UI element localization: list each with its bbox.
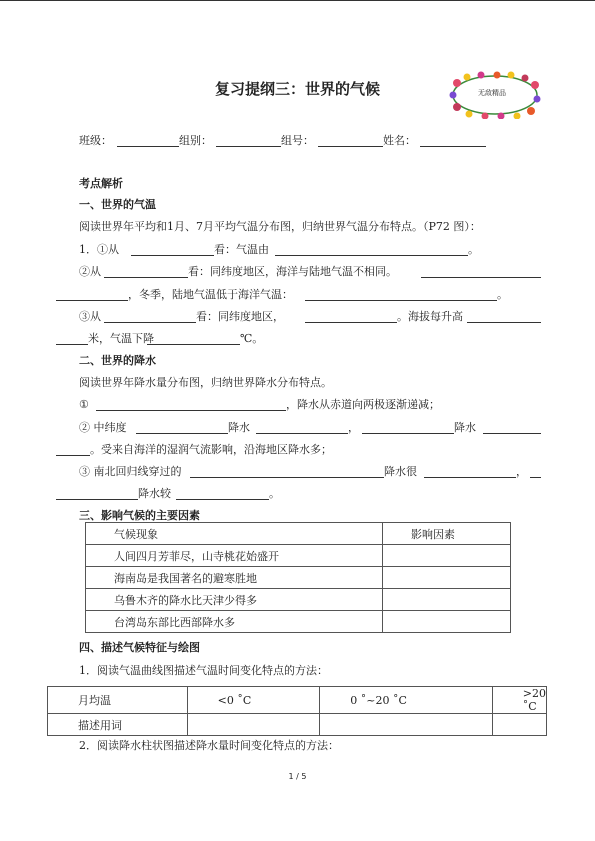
s1-blank8[interactable] (305, 322, 397, 323)
table-header-cell: <0 ˚C (187, 687, 320, 714)
s1-line1-b: 看：气温由 (214, 243, 269, 256)
climate-factor-table (85, 522, 511, 633)
name-field[interactable] (420, 146, 486, 147)
answer-cell[interactable] (383, 545, 511, 567)
s2-blank9[interactable] (530, 477, 541, 478)
s2-blank3[interactable] (256, 433, 348, 434)
student-info-row (0, 134, 595, 148)
s1-blank9[interactable] (467, 322, 541, 323)
s2-line5-b: 。 (269, 487, 280, 500)
s2-blank5[interactable] (483, 433, 541, 434)
s2-line2-b: 降水 (228, 421, 250, 434)
table-cell: 人间四月芳菲尽，山寺桃花始盛开 (86, 545, 383, 567)
s2-line1-a: ① (79, 398, 89, 411)
s1-blank11[interactable] (147, 344, 240, 345)
question1-text: 1．阅读气温曲线图描述气温时间变化特点的方法： (79, 664, 328, 677)
table-header-cell: 影响因素 (383, 523, 511, 545)
s2-line5-a: 降水较 (138, 487, 171, 500)
page-number: 1 / 5 (288, 772, 307, 781)
s2-blank2[interactable] (136, 433, 228, 434)
group-label: 组别： (179, 134, 212, 147)
section4-heading: 四、描述气候特征与绘图 (79, 641, 200, 654)
section3-heading: 三、影响气候的主要因素 (79, 509, 200, 522)
table-row (86, 611, 511, 633)
s2-line4-a: ③ 南北回归线穿过的 (79, 465, 182, 478)
s1-blank5[interactable] (56, 300, 128, 301)
s1-line5-b: ℃。 (240, 332, 264, 345)
s1-blank10[interactable] (56, 344, 88, 345)
s2-line3-a: 。受来自海洋的湿润气流影响，沿海地区降水多； (90, 443, 332, 456)
answer-cell[interactable] (383, 611, 511, 633)
s2-line2-d: 降水 (454, 421, 476, 434)
s1-blank1[interactable] (131, 255, 214, 256)
class-field[interactable] (117, 146, 179, 147)
s1-line1-c: 。 (468, 243, 479, 256)
s1-line3-a: ，冬季，陆地气温低于海洋气温： (128, 288, 293, 301)
page-title: 复习提纲三：世界的气候 (214, 80, 380, 98)
table-header-cell: 气候现象 (86, 523, 383, 545)
table-header-cell: 0 ˚~20 ˚C (320, 687, 493, 714)
s1-blank2[interactable] (275, 255, 468, 256)
table-cell: 描述用词 (48, 714, 188, 736)
s2-line2-c: ， (348, 421, 359, 434)
question2-text: 2．阅读降水柱状图描述降水量时间变化特点的方法： (79, 739, 339, 752)
s2-line2-a: ② 中纬度 (79, 421, 127, 434)
table-row (48, 687, 547, 714)
s2-blank10[interactable] (56, 499, 138, 500)
s1-line5-a: 米，气温下降 (88, 332, 154, 345)
group-field[interactable] (216, 146, 281, 147)
section2-heading: 二、世界的降水 (79, 354, 156, 367)
group-no-field[interactable] (318, 146, 383, 147)
answer-cell[interactable] (383, 589, 511, 611)
stamp-label: 无敌精品 (463, 86, 521, 100)
section1-intro: 阅读世界年平均和1月、7月平均气温分布图，归纳世界气温分布特点。（P72 图）： (79, 220, 481, 233)
table-cell: 台湾岛东部比西部降水多 (86, 611, 383, 633)
answer-cell[interactable] (383, 567, 511, 589)
s1-line2-b: 看：同纬度地区，海洋与陆地气温不相同。 (188, 265, 397, 278)
s2-line4-c: ， (516, 465, 527, 478)
s2-blank11[interactable] (176, 499, 269, 500)
table-header-cell: >20 ˚C (492, 687, 546, 714)
s2-blank7[interactable] (190, 477, 384, 478)
table-header-cell: 月均温 (48, 687, 188, 714)
answer-cell[interactable] (320, 714, 493, 736)
s1-blank4[interactable] (421, 277, 541, 278)
s1-line1-a: 1．①从 (79, 243, 119, 256)
s1-line4-a: ③从 (79, 310, 101, 323)
top-rule (0, 0, 595, 1)
temperature-description-table (47, 686, 547, 736)
s2-blank4[interactable] (362, 433, 454, 434)
name-label: 姓名： (383, 134, 416, 147)
table-row (86, 589, 511, 611)
s2-blank1[interactable] (96, 410, 286, 411)
section1-heading: 一、世界的气温 (79, 198, 156, 211)
table-cell: 乌鲁木齐的降水比天津少得多 (86, 589, 383, 611)
group-no-label: 组号： (281, 134, 314, 147)
table-row (48, 714, 547, 736)
answer-cell[interactable] (492, 714, 546, 736)
table-cell: 海南岛是我国著名的避寒胜地 (86, 567, 383, 589)
s1-line4-b: 看：同纬度地区， (196, 310, 284, 323)
s1-line3-b: 。 (497, 288, 508, 301)
table-row (86, 567, 511, 589)
s2-line4-b: 降水很 (384, 465, 417, 478)
class-label: 班级： (79, 134, 112, 147)
s1-blank7[interactable] (104, 322, 196, 323)
s2-blank6[interactable] (56, 455, 90, 456)
s2-line1-b: ，降水从赤道向两极逐渐递减； (286, 398, 440, 411)
s2-blank8[interactable] (424, 477, 516, 478)
table-header-row (86, 523, 511, 545)
s1-blank3[interactable] (104, 277, 188, 278)
s1-line4-c: 。海拔每升高 (397, 310, 463, 323)
s1-line2-a: ②从 (79, 265, 101, 278)
table-row (86, 545, 511, 567)
answer-cell[interactable] (187, 714, 320, 736)
kaodian-heading: 考点解析 (79, 177, 123, 190)
section2-intro: 阅读世界年降水量分布图，归纳世界降水分布特点。 (79, 376, 332, 389)
s1-blank6[interactable] (305, 300, 497, 301)
